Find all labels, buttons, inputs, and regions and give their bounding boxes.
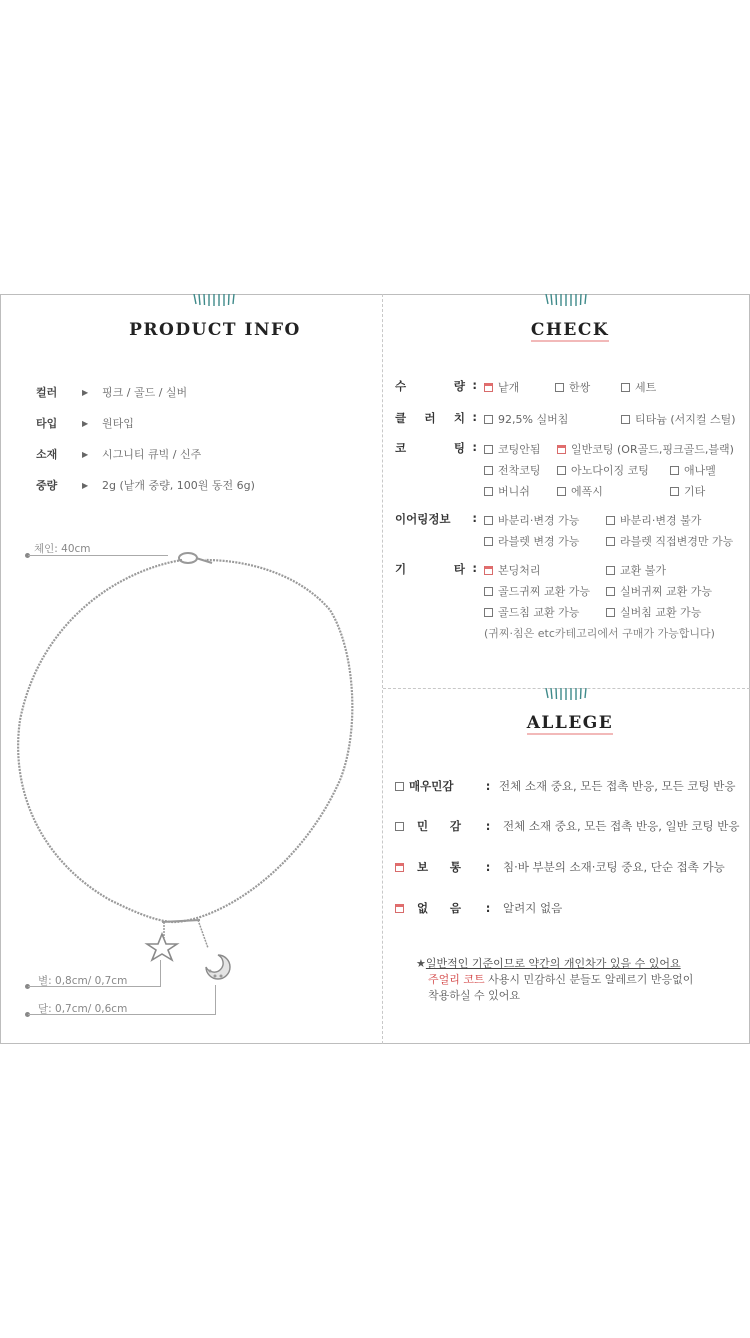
checkbox-icon	[484, 445, 493, 454]
callout-line	[160, 960, 161, 987]
checkbox-icon	[670, 487, 679, 496]
stripe-deco-icon	[544, 688, 590, 700]
stripe-deco-icon	[192, 294, 238, 306]
allege-label: 없 음	[417, 901, 461, 915]
stripe-deco-icon	[544, 294, 590, 306]
option-earring-bar-changeable[interactable]: 바분리·변경 가능	[484, 512, 579, 528]
option-coating-none[interactable]: 코팅안됨	[484, 441, 541, 457]
brand-name: 주얼리 코트	[428, 973, 485, 986]
callout-line	[28, 986, 160, 987]
checkbox-icon	[484, 516, 493, 525]
allege-footnote-line1: ★일반적인 기준이므로 약간의 개인차가 있을 수 있어요	[416, 957, 681, 970]
option-qty-pair[interactable]: 한쌍	[555, 379, 590, 395]
checkbox-icon	[484, 487, 493, 496]
checkbox-icon[interactable]	[395, 782, 404, 791]
allege-row-normal	[395, 859, 725, 875]
checkbox-icon	[555, 383, 564, 392]
option-qty-single[interactable]: 낱개	[484, 379, 519, 395]
option-coating-burnish[interactable]: 버니쉬	[484, 483, 530, 499]
colon: :	[485, 860, 491, 874]
callout-line	[215, 985, 216, 1015]
info-value: 원타입	[102, 417, 134, 430]
option-coating-electro[interactable]: 전착코팅	[484, 462, 541, 478]
info-value: 핑크 / 골드 / 실버	[102, 386, 188, 399]
allege-desc: 침·바 부분의 소재·코팅 중요, 단순 접촉 가능	[503, 860, 725, 874]
option-coating-enamel[interactable]: 애나멜	[670, 462, 716, 478]
allege-title: ALLEGE	[526, 713, 614, 733]
option-earring-labret-changeable[interactable]: 라블렛 변경 가능	[484, 533, 579, 549]
option-etc-gold-pin[interactable]: 골드침 교환 가능	[484, 604, 579, 620]
check-label-qty: 수 량 :	[395, 378, 477, 393]
checkbox-icon	[670, 466, 679, 475]
allege-row-very-sensitive	[395, 778, 736, 794]
allege-desc: 전체 소재 중요, 모든 접촉 반응, 모든 코팅 반응	[499, 779, 736, 793]
checkbox-icon	[606, 587, 615, 596]
option-earring-labret-direct[interactable]: 라블렛 직접변경만 가능	[606, 533, 733, 549]
checkbox-checked-icon	[484, 383, 493, 392]
info-label: 소재	[36, 448, 58, 461]
colon: :	[485, 779, 491, 793]
info-value: 시그니티 큐빅 / 신주	[102, 448, 202, 461]
checkbox-icon	[606, 608, 615, 617]
allege-footnote-line2: 주얼리 코트 사용시 민감하신 분들도 알레르기 반응없이	[428, 973, 694, 986]
allege-row-sensitive	[395, 818, 740, 834]
checkbox-icon	[484, 608, 493, 617]
option-quality-titanium[interactable]: 티타늄 (서지컬 스틸)	[621, 411, 736, 427]
necklace-image	[0, 530, 380, 1010]
info-label: 타입	[36, 417, 58, 430]
checkbox-icon	[621, 415, 630, 424]
option-qty-set[interactable]: 세트	[621, 379, 656, 395]
checkbox-icon	[484, 587, 493, 596]
info-label: 컬러	[36, 386, 58, 399]
checkbox-checked-icon	[557, 445, 566, 454]
callout-line	[28, 555, 168, 556]
option-etc-no-exchange[interactable]: 교환 불가	[606, 562, 666, 578]
info-row-color	[36, 384, 187, 400]
vertical-divider	[382, 294, 383, 1044]
option-coating-epoxy[interactable]: 에폭시	[557, 483, 603, 499]
info-row-weight	[36, 477, 255, 493]
allege-desc: 전체 소재 중요, 모든 접촉 반응, 일반 코팅 반응	[503, 819, 740, 833]
arrow-icon: ▶	[82, 418, 89, 428]
arrow-icon: ▶	[82, 480, 89, 490]
allege-label: 보 통	[417, 860, 461, 874]
option-etc-bonding[interactable]: 본딩처리	[484, 562, 541, 578]
checkbox-icon	[606, 537, 615, 546]
moon-size-label: 달: 0,7cm/ 0,6cm	[38, 1003, 128, 1015]
checkbox-icon	[621, 383, 630, 392]
info-row-type	[36, 415, 134, 431]
check-title: CHECK	[530, 320, 610, 340]
check-label-earring: 이어링정보 :	[395, 511, 477, 526]
checkbox-icon	[557, 487, 566, 496]
checkbox-icon	[484, 537, 493, 546]
option-coating-anodizing[interactable]: 아노다이징 코팅	[557, 462, 649, 478]
check-label-quality: 클 러 치 :	[395, 410, 477, 425]
product-info-title: PRODUCT INFO	[129, 320, 301, 340]
etc-note: (귀찌·침은 etc카테고리에서 구매가 가능합니다)	[484, 627, 715, 640]
option-etc-silver-pin[interactable]: 실버침 교환 가능	[606, 604, 701, 620]
arrow-icon: ▶	[82, 387, 89, 397]
checkbox-icon	[606, 566, 615, 575]
option-etc-silver-clip[interactable]: 실버귀찌 교환 가능	[606, 583, 712, 599]
option-coating-general[interactable]: 일반코팅 (OR골드,핑크골드,블랙)	[557, 441, 734, 457]
checkbox-checked-icon	[484, 566, 493, 575]
allege-label: 민 감	[417, 819, 461, 833]
checkbox-icon	[606, 516, 615, 525]
check-label-etc: 기 타 :	[395, 561, 477, 576]
info-label: 중량	[36, 479, 58, 492]
info-row-material	[36, 446, 201, 462]
allege-label: 매우민감	[409, 779, 454, 793]
checkbox-icon	[484, 466, 493, 475]
check-label-coating: 코 팅 :	[395, 440, 477, 455]
star-icon: ★	[416, 957, 426, 970]
colon: :	[485, 819, 491, 833]
star-size-label: 별: 0,8cm/ 0,7cm	[38, 975, 128, 987]
checkbox-checked-icon[interactable]	[395, 904, 404, 913]
allege-footnote-line3: 착용하실 수 있어요	[428, 989, 521, 1002]
checkbox-icon	[484, 415, 493, 424]
info-value: 2g (낱개 중량, 100원 동전 6g)	[102, 479, 255, 492]
option-quality-silver[interactable]: 92,5% 실버침	[484, 411, 568, 427]
option-earring-bar-fixed[interactable]: 바분리·변경 불가	[606, 512, 701, 528]
chain-length-label: 체인: 40cm	[34, 543, 91, 555]
option-etc-gold-clip[interactable]: 골드귀찌 교환 가능	[484, 583, 590, 599]
callout-line	[28, 1014, 215, 1015]
option-coating-other[interactable]: 기타	[670, 483, 705, 499]
colon: :	[485, 901, 491, 915]
checkbox-icon[interactable]	[395, 822, 404, 831]
allege-row-none	[395, 900, 562, 916]
checkbox-checked-icon[interactable]	[395, 863, 404, 872]
allege-desc: 알려지 없음	[503, 901, 563, 915]
arrow-icon: ▶	[82, 449, 89, 459]
checkbox-icon	[557, 466, 566, 475]
